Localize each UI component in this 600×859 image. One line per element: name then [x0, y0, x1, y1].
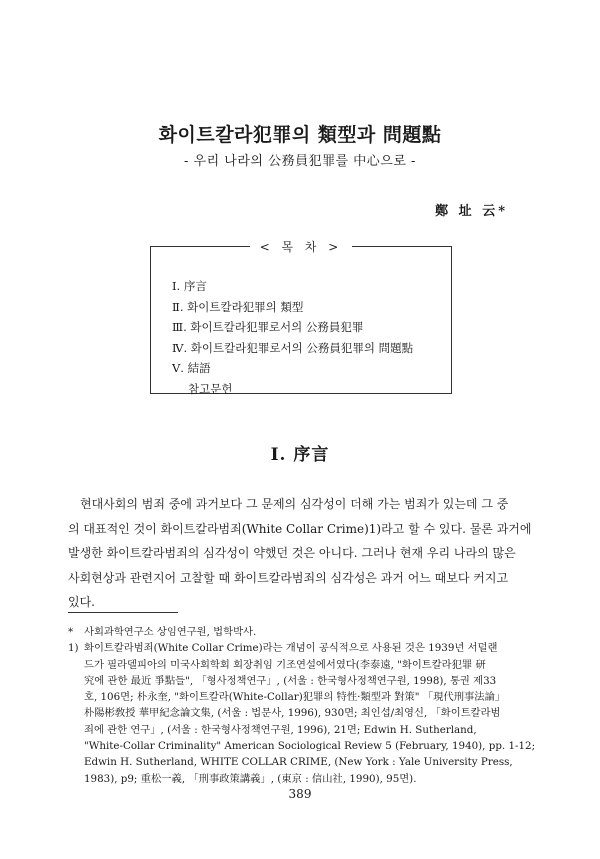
page-number: 389 [288, 787, 312, 801]
footnote-line: 화이트칼라범죄(White Collar Crime)라는 개념이 공식적으로 사용된 것은 1939년 서덜랜 [84, 642, 498, 655]
footnote-line: 朴陽彬敎授 華甲紀念論文集, (서울 : 법문사, 1996), 930면; 최인섭/최영신, 「화이트칼라범 [84, 707, 501, 720]
footnote-line: 究에 관한 最近 爭點들", 「형사정책연구」, (서울 : 한국형사정책연구원, 1998), 통권 제33 [84, 674, 497, 687]
body-paragraph [68, 492, 542, 615]
footnote-line: 사회과학연구소 상임연구원, 법학박사. [84, 626, 257, 638]
table-of-contents [150, 240, 452, 396]
footnote-mark: 1) [68, 642, 79, 655]
toc-top-rule-left [150, 246, 250, 247]
footnote [68, 640, 548, 787]
toc-item: Ⅱ. 화이트칼라犯罪의 類型 [172, 299, 304, 314]
toc-heading: < 목 차 > [250, 238, 352, 255]
footnote-line: 드가 필라델피아의 미국사회학회 회장취임 기조연설에서였다(李泰遠, "화이트칼라犯罪 研 [84, 658, 486, 671]
body-line: 있다. [68, 595, 95, 609]
footnote-line: 죄에 관한 연구」, (서울 : 한국형사정책연구원, 1996), 21면; Edwin H. Sutherland, [84, 723, 477, 736]
article-subtitle: - 우리 나라의 公務員犯罪를 中心으로 - [184, 154, 416, 169]
toc-top-rule-right [352, 246, 452, 247]
toc-item: Ⅲ. 화이트칼라犯罪로서의 公務員犯罪 [172, 320, 364, 334]
toc-item: Ⅰ. 序言 [172, 279, 207, 293]
footnote-line: Edwin H. Sutherland, WHITE COLLAR CRIME, (New York : Yale University Press, [84, 756, 513, 769]
footnotes [68, 624, 548, 787]
footnote-line: "White-Collar Criminality" American Sociological Review 5 (February, 1940), pp. 1-12; [84, 740, 536, 753]
body-line: 현대사회의 범죄 중에 과거보다 그 문제의 심각성이 더해 가는 범죄가 있는데 그 중 [80, 497, 509, 511]
body-line: 발생한 화이트칼라범죄의 심각성이 약했던 것은 아니다. 그러나 현재 우리 나라의 많은 [68, 546, 516, 560]
toc-list [172, 276, 413, 399]
body-line: 의 대표적인 것이 화이트칼라범죄(White Collar Crime)1)라고 할 수 있다. 물론 과거에 [68, 521, 532, 536]
author-name: 鄭 址 云* [435, 204, 508, 219]
toc-item: 참고문헌 [188, 381, 233, 396]
section-heading: Ⅰ. 序言 [270, 445, 330, 465]
body-line: 사회현상과 관련지어 고찰할 때 화이트칼라범죄의 심각성은 과거 어느 때보다 커지고 [68, 570, 509, 585]
article-title: 화이트칼라犯罪의 類型과 問題點 [158, 124, 442, 146]
footnote-line: 호, 106면; 朴永奎, "화이트칼라(White-Collar)犯罪의 特性·類型과 對策" 「現代刑事法論」 [84, 691, 506, 704]
footnote [68, 624, 548, 640]
footnote-separator [68, 612, 178, 613]
toc-item: Ⅴ. 結語 [172, 361, 211, 375]
footnote-line: 1983), p9; 重松一義, 「刑事政策講義」, (東京 : 信山社, 1990), 95면). [84, 772, 417, 785]
footnote-mark: * [68, 626, 74, 638]
toc-item: Ⅳ. 화이트칼라犯罪로서의 公務員犯罪의 問題點 [172, 340, 414, 355]
